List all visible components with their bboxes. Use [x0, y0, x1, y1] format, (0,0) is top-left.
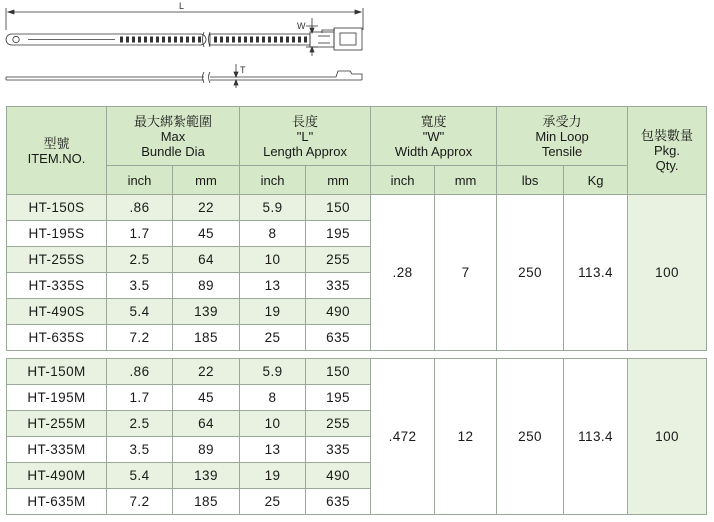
item-no-cell: HT-150S [7, 195, 107, 221]
strap-tooth [286, 37, 289, 43]
length-inch-cell: 10 [240, 411, 306, 437]
bundle-mm-cell: 64 [173, 247, 240, 273]
item-no-cell: HT-195S [7, 221, 107, 247]
pkg-qty-cell: 100 [628, 195, 707, 351]
length-mm-cell: 255 [306, 411, 371, 437]
length-mm-cell: 490 [306, 463, 371, 489]
strap-tooth [238, 37, 241, 43]
length-mm-cell: 490 [306, 299, 371, 325]
strap-tooth [156, 37, 159, 43]
strap-tooth [132, 37, 135, 43]
length-inch-cell: 25 [240, 489, 306, 515]
pkg-qty-cell: 100 [628, 359, 707, 515]
bundle-mm-cell: 89 [173, 273, 240, 299]
spec-table-body [7, 195, 707, 515]
item-no-cell: HT-490S [7, 299, 107, 325]
item-no-cell: HT-255M [7, 411, 107, 437]
strap-tooth [268, 37, 271, 43]
strap-tooth [304, 37, 307, 43]
strap-tooth [292, 37, 295, 43]
length-inch-cell: 10 [240, 247, 306, 273]
length-label: L [179, 1, 185, 11]
item-no-cell: HT-635S [7, 325, 107, 351]
unit-bundle-inch: inch [107, 166, 173, 195]
item-no-cell: HT-195M [7, 385, 107, 411]
bundle-inch-cell: 2.5 [107, 247, 173, 273]
item-no-cell: HT-335M [7, 437, 107, 463]
width-inch-cell: .472 [371, 359, 435, 515]
bundle-inch-cell: .86 [107, 195, 173, 221]
header-pkg-qty: 包裝數量 Pkg. Qty. [628, 107, 707, 195]
bundle-inch-cell: 2.5 [107, 411, 173, 437]
strap-tooth [120, 37, 123, 43]
tensile-lbs-cell: 250 [497, 359, 564, 515]
cable-tie-drawing [0, 0, 714, 95]
bundle-inch-cell: 7.2 [107, 489, 173, 515]
strap-tooth [162, 37, 165, 43]
strap-tooth [232, 37, 235, 43]
item-no-cell: HT-335S [7, 273, 107, 299]
group-separator [7, 351, 707, 359]
strap-tooth [174, 37, 177, 43]
thickness-label: T [240, 65, 246, 75]
bundle-inch-cell: .86 [107, 359, 173, 385]
header-item-no: 型號 ITEM.NO. [7, 107, 107, 195]
strap-tooth [150, 37, 153, 43]
tensile-lbs-cell: 250 [497, 195, 564, 351]
unit-width-mm: mm [435, 166, 497, 195]
header-length: 長度 "L" Length Approx [240, 107, 371, 166]
strap-tooth [280, 37, 283, 43]
length-inch-cell: 8 [240, 385, 306, 411]
strap-tooth [256, 37, 259, 43]
length-mm-cell: 635 [306, 489, 371, 515]
bundle-mm-cell: 139 [173, 463, 240, 489]
strap-tooth [198, 37, 201, 43]
length-mm-cell: 335 [306, 273, 371, 299]
bundle-inch-cell: 5.4 [107, 463, 173, 489]
item-no-cell: HT-150M [7, 359, 107, 385]
length-inch-cell: 5.9 [240, 195, 306, 221]
length-mm-cell: 635 [306, 325, 371, 351]
strap-tooth [192, 37, 195, 43]
strap-tooth [250, 37, 253, 43]
unit-length-inch: inch [240, 166, 306, 195]
item-no-cell: HT-635M [7, 489, 107, 515]
strap-tooth [126, 37, 129, 43]
length-inch-cell: 19 [240, 299, 306, 325]
bundle-mm-cell: 139 [173, 299, 240, 325]
strap-tooth [274, 37, 277, 43]
bundle-mm-cell: 45 [173, 385, 240, 411]
width-inch-cell: .28 [371, 195, 435, 351]
bundle-inch-cell: 1.7 [107, 221, 173, 247]
tensile-kg-cell: 113.4 [564, 359, 628, 515]
bundle-mm-cell: 185 [173, 325, 240, 351]
unit-tensile-kg: Kg [564, 166, 628, 195]
unit-length-mm: mm [306, 166, 371, 195]
strap-tooth [186, 37, 189, 43]
strap-tooth [244, 37, 247, 43]
length-mm-cell: 195 [306, 385, 371, 411]
item-no-cell: HT-255S [7, 247, 107, 273]
bundle-inch-cell: 3.5 [107, 437, 173, 463]
length-mm-cell: 195 [306, 221, 371, 247]
strap-tooth [226, 37, 229, 43]
bundle-inch-cell: 5.4 [107, 299, 173, 325]
length-mm-cell: 150 [306, 359, 371, 385]
strap-tooth [298, 37, 301, 43]
length-mm-cell: 150 [306, 195, 371, 221]
bundle-mm-cell: 22 [173, 195, 240, 221]
width-mm-cell: 7 [435, 195, 497, 351]
strap-tooth [138, 37, 141, 43]
length-inch-cell: 19 [240, 463, 306, 489]
length-inch-cell: 13 [240, 273, 306, 299]
bundle-mm-cell: 45 [173, 221, 240, 247]
header-width: 寬度 "W" Width Approx [371, 107, 497, 166]
bundle-mm-cell: 64 [173, 411, 240, 437]
length-mm-cell: 335 [306, 437, 371, 463]
strap-tooth [220, 37, 223, 43]
strap-tooth [180, 37, 183, 43]
width-label: W [297, 21, 306, 31]
strap-tooth [262, 37, 265, 43]
unit-width-inch: inch [371, 166, 435, 195]
tensile-kg-cell: 113.4 [564, 195, 628, 351]
length-inch-cell: 8 [240, 221, 306, 247]
table-row [7, 195, 707, 221]
bundle-mm-cell: 89 [173, 437, 240, 463]
unit-tensile-lbs: lbs [497, 166, 564, 195]
bundle-mm-cell: 185 [173, 489, 240, 515]
width-mm-cell: 12 [435, 359, 497, 515]
table-row [7, 359, 707, 385]
strap-tooth [144, 37, 147, 43]
header-bundle-dia: 最大綁紮範圍 Max Bundle Dia [107, 107, 240, 166]
length-inch-cell: 13 [240, 437, 306, 463]
bundle-inch-cell: 7.2 [107, 325, 173, 351]
item-no-cell: HT-490M [7, 463, 107, 489]
length-mm-cell: 255 [306, 247, 371, 273]
length-inch-cell: 25 [240, 325, 306, 351]
header-tensile: 承受力 Min Loop Tensile [497, 107, 628, 166]
length-inch-cell: 5.9 [240, 359, 306, 385]
spec-table [6, 106, 707, 515]
bundle-mm-cell: 22 [173, 359, 240, 385]
strap-tooth [214, 37, 217, 43]
unit-bundle-mm: mm [173, 166, 240, 195]
bundle-inch-cell: 3.5 [107, 273, 173, 299]
bundle-inch-cell: 1.7 [107, 385, 173, 411]
strap-tooth [168, 37, 171, 43]
